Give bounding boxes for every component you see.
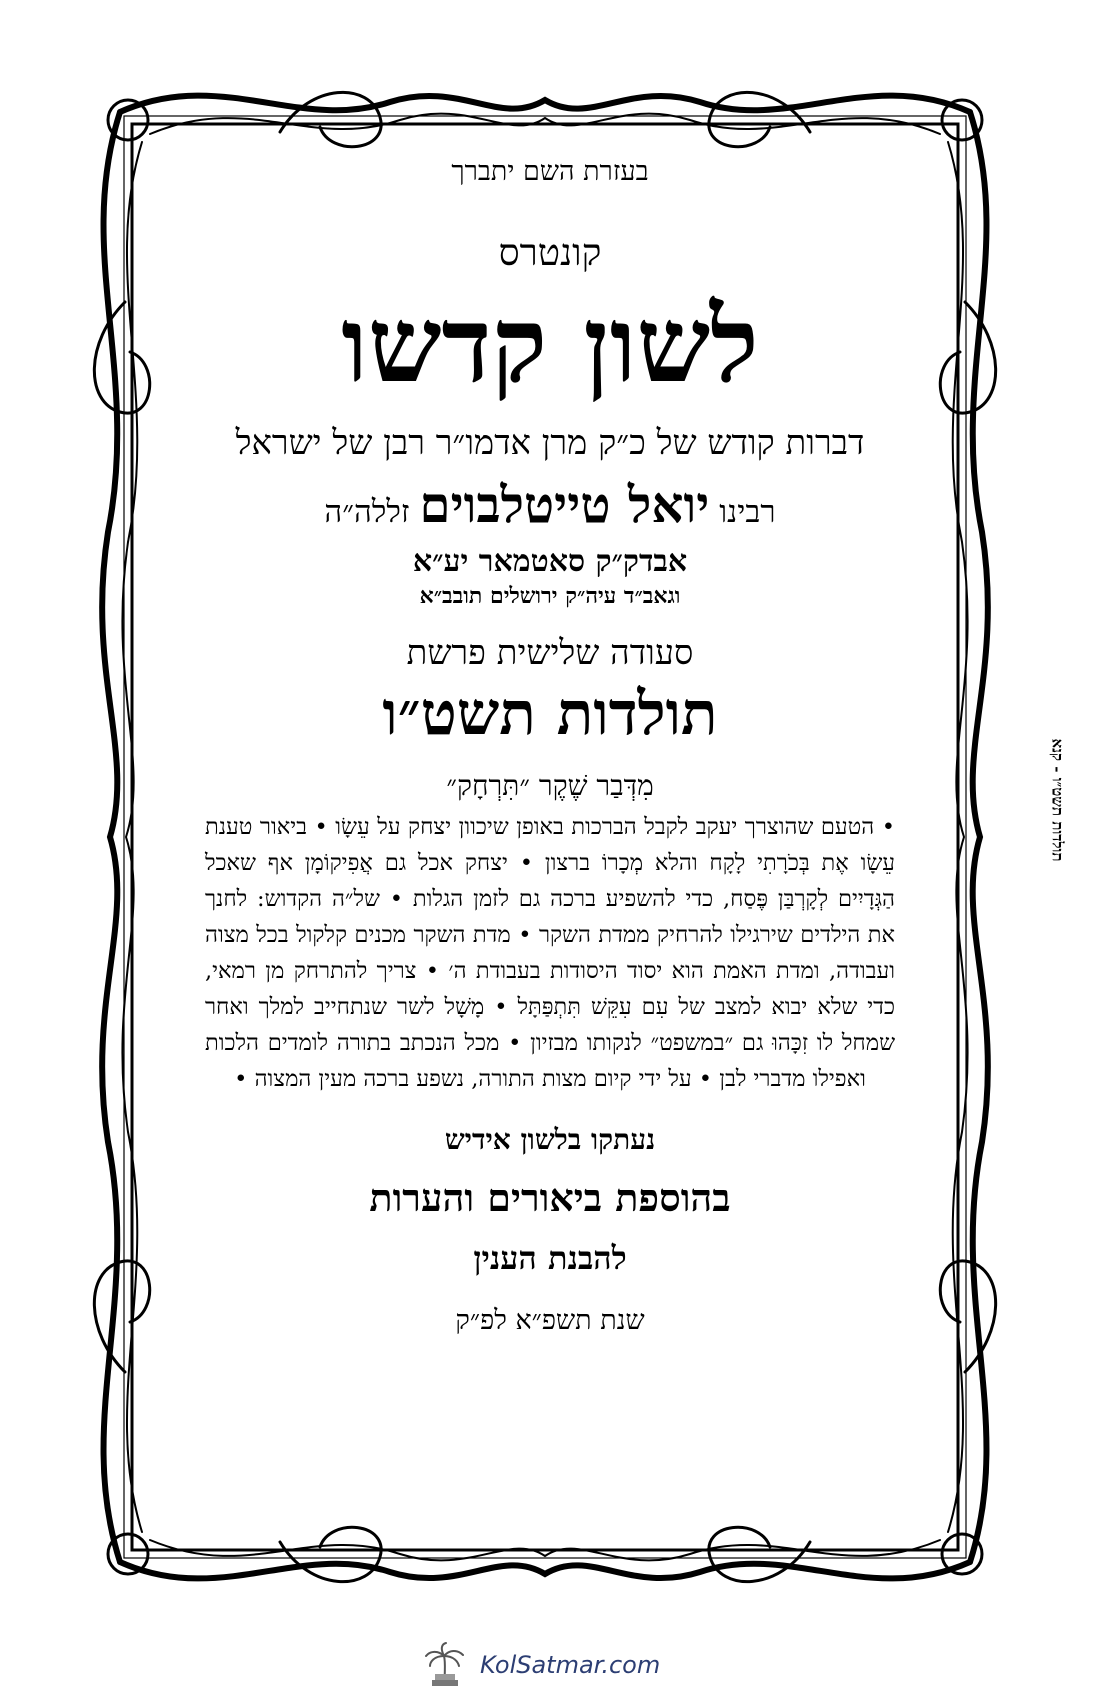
side-running-head: תולדות תשט״ו - קנא (1048, 738, 1067, 862)
rabbi-name: יואל טייטלבוים (419, 475, 710, 534)
year-line: שנת תשפ״א לפ״ק (455, 1305, 645, 1336)
rabbi-line (205, 475, 895, 534)
additions-line: בהוספת ביאורים והערות (369, 1175, 731, 1220)
rabbi-prefix: רבינו (719, 494, 776, 530)
gaavad-line: וגאב״ד עיה״ק ירושלים תובב״א (419, 583, 681, 609)
summary-text: • הטעם שהוצרך יעקב לקבל הברכות באופן שיכוון יצחק על עֵשָׂו • ביאור טענת עֵשָׂו אֶת בְּכֹרָתִי לָקָח והלא מְכָרוֹ ברצון • יצחק אכל גם אֲפִיקוֹמָן אף שאכל הַגְּדָיִים לְקָרְבַּן פֶּסַח, כדי להשפיע ברכה גם לזמן הגלות • של״ה הקדוש: לחנך את הילדים שירגילו להרחיק ממדת השקר • מדת השקר מכנים קלקול בכל מצוה ועבודה, ומדת האמת הוא יסוד היסודות בעבודת ה׳ • צריך להתרחק מן רמאי, כדי שלא יבוא למצב של עִם עִקֵּשׁ תִּתְפַּתָּל • מָשָׁל לשר שנתחייב למלך ואחר שמחל לו זִכָּהוּ גם ״במשפט״ לנקותו מבזיון • מכל הנכתב בתורה לומדים הלכות ואפילו מדברי לבן • על ידי קיום מצות התורה, נשפע ברכה מעין המצוה • (205, 814, 895, 1092)
blessing: בעזרת השם יתברך (451, 156, 649, 187)
site-name: KolSatmar.com (480, 1651, 661, 1679)
topic-heading: מִדְּבַר שֶׁקֶר ״תִּרְחָק״ (446, 769, 654, 802)
site-logo[interactable] (420, 1640, 660, 1690)
palm-tree-icon (420, 1640, 470, 1690)
title-page-content (205, 150, 895, 1336)
copied-line: נעתקו בלשון אידיש (444, 1123, 656, 1156)
abdk-line: אבדק״ק סאטמאר יע״א (412, 544, 688, 579)
parsha-title: תולדות תשט״ו (382, 679, 718, 749)
rabbi-suffix: זללה״ה (324, 494, 410, 530)
seudah-line: סעודה שלישית פרשת (406, 633, 694, 673)
main-title: לשון קדשו (341, 283, 759, 406)
author-line: דברות קודש של כ״ק מרן אדמו״ר רבן של ישראל (235, 423, 865, 463)
kuntres-label: קונטרס (498, 231, 602, 274)
understanding-line: להבנת הענין (473, 1239, 627, 1277)
